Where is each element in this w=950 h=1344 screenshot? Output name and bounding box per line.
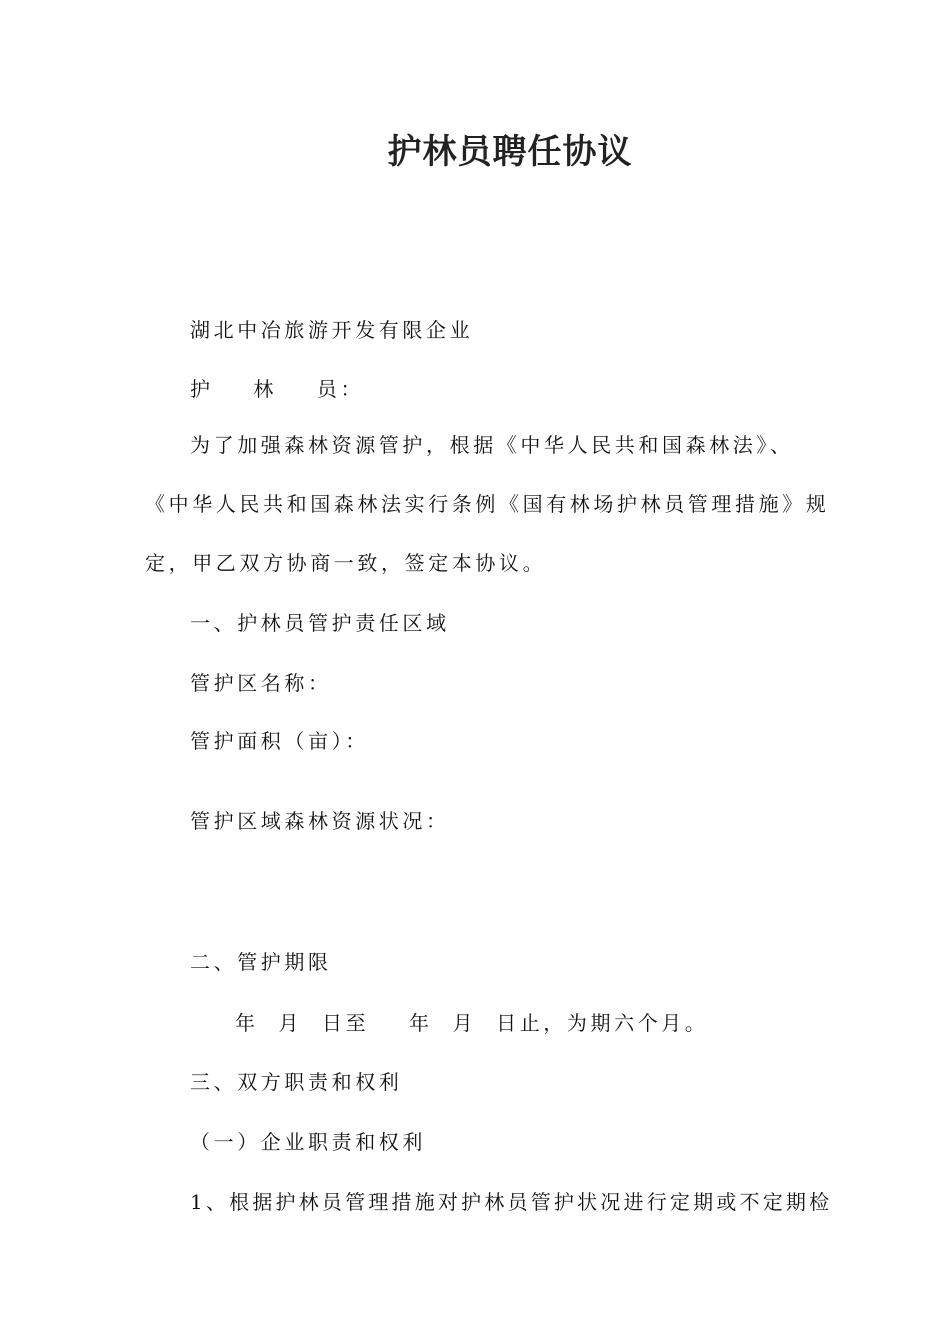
item-1-line-1: 1、根据护林员管理措施对护林员管护状况进行定期或不定期检 [190, 1190, 833, 1214]
document-title: 护林员聘任协议 [387, 132, 633, 172]
area-size-label: 管护面积（亩）： [190, 729, 369, 753]
area-name-label: 管护区名称： [190, 671, 332, 695]
subsection-1-heading: （一）企业职责和权利 [190, 1130, 426, 1154]
area-status-label: 管护区域森林资源状况： [190, 809, 450, 833]
paragraph-1-line-3: 定，甲乙双方协商一致，签定本协议。 [145, 551, 547, 575]
section-1-heading: 一、护林员管护责任区域 [190, 611, 450, 635]
section-2-heading: 二、管护期限 [190, 950, 332, 974]
party-a-name: 湖北中冶旅游开发有限企业 [190, 318, 474, 342]
paragraph-1-line-2: 《中华人民共和国森林法实行条例《国有林场护林员管理措施》规 [145, 492, 830, 516]
section-3-heading: 三、双方职责和权利 [190, 1070, 403, 1094]
party-b-label: 护 林 员： [190, 377, 365, 401]
period-text: 年 月 日至 年 月 日止，为期六个月。 [235, 1011, 709, 1035]
paragraph-1-line-1: 为了加强森林资源管护，根据《中华人民共和国森林法》、 [190, 433, 794, 457]
